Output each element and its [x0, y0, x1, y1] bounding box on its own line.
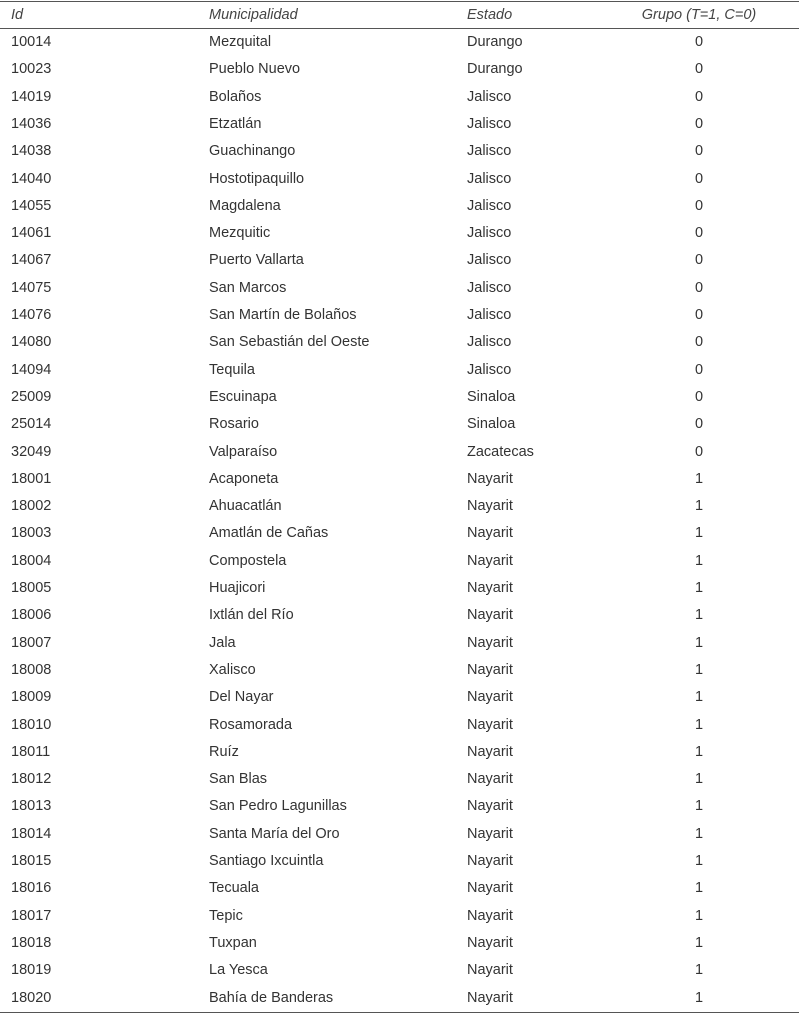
row-group: 0	[694, 61, 704, 78]
row-municipality: Magdalena	[209, 197, 281, 214]
row-municipality: Xalisco	[209, 661, 256, 678]
row-state: Zacatecas	[467, 443, 534, 460]
row-municipality: Mezquitic	[209, 225, 271, 242]
row-group: 1	[694, 907, 704, 924]
row-id: 18006	[11, 607, 52, 624]
table-header-row	[0, 2, 799, 28]
row-group: 1	[694, 825, 704, 842]
row-group: 0	[694, 416, 704, 433]
table-row	[0, 329, 799, 356]
row-municipality: Bahía de Banderas	[209, 989, 334, 1006]
row-state: Jalisco	[467, 252, 512, 269]
row-id: 18020	[11, 989, 52, 1006]
table-row	[0, 411, 799, 438]
row-state: Nayarit	[467, 607, 513, 624]
row-state: Jalisco	[467, 225, 512, 242]
row-id: 14067	[11, 252, 52, 269]
row-municipality: Bolaños	[209, 88, 262, 105]
table-row	[0, 739, 799, 766]
table-row	[0, 684, 799, 711]
row-municipality: Guachinango	[209, 143, 296, 160]
row-state: Jalisco	[467, 361, 512, 378]
row-municipality: Rosario	[209, 416, 259, 433]
row-group: 0	[694, 88, 704, 105]
table-row	[0, 520, 799, 547]
row-state: Jalisco	[467, 170, 512, 187]
row-group: 0	[694, 361, 704, 378]
row-municipality: San Sebastián del Oeste	[209, 334, 370, 351]
row-municipality: Acaponeta	[209, 470, 279, 487]
row-group: 0	[694, 225, 704, 242]
row-state: Nayarit	[467, 634, 513, 651]
table-row	[0, 193, 799, 220]
row-group: 1	[694, 716, 704, 733]
row-id: 18007	[11, 634, 52, 651]
row-group: 1	[694, 962, 704, 979]
row-municipality: Ixtlán del Río	[209, 607, 294, 624]
row-group: 1	[694, 661, 704, 678]
table-bottom-rule	[0, 1012, 799, 1013]
row-id: 14075	[11, 279, 52, 296]
table-row	[0, 275, 799, 302]
table-row	[0, 111, 799, 138]
row-state: Nayarit	[467, 825, 513, 842]
row-group: 0	[694, 443, 704, 460]
row-state: Nayarit	[467, 771, 513, 788]
row-id: 18016	[11, 880, 52, 897]
table-row	[0, 848, 799, 875]
row-municipality: Jala	[209, 634, 236, 651]
row-state: Nayarit	[467, 552, 513, 569]
table-row	[0, 766, 799, 793]
row-id: 18008	[11, 661, 52, 678]
row-municipality: San Martín de Bolaños	[209, 307, 357, 323]
row-group: 1	[694, 525, 704, 542]
header-state: Estado	[467, 7, 513, 23]
table-row	[0, 630, 799, 657]
row-state: Nayarit	[467, 907, 513, 924]
row-group: 1	[694, 989, 704, 1006]
row-group: 0	[694, 170, 704, 187]
row-state: Jalisco	[467, 88, 512, 105]
row-state: Jalisco	[467, 307, 512, 323]
row-municipality: Etzatlán	[209, 115, 262, 132]
row-id: 18002	[11, 498, 52, 515]
table-row	[0, 302, 799, 329]
row-state: Nayarit	[467, 498, 513, 515]
table-row	[0, 29, 799, 56]
row-municipality: Hostotipaquillo	[209, 170, 305, 187]
row-group: 1	[694, 580, 704, 596]
row-municipality: Valparaíso	[209, 443, 278, 460]
table-row	[0, 166, 799, 193]
row-id: 18001	[11, 470, 52, 487]
table-row	[0, 821, 799, 848]
row-municipality: Amatlán de Cañas	[209, 525, 329, 542]
row-state: Nayarit	[467, 853, 513, 869]
table-row	[0, 793, 799, 820]
row-id: 18005	[11, 580, 52, 596]
row-municipality: Pueblo Nuevo	[209, 61, 301, 78]
row-state: Nayarit	[467, 989, 513, 1006]
row-id: 14019	[11, 88, 52, 105]
row-group: 1	[694, 634, 704, 651]
row-id: 25009	[11, 388, 52, 405]
row-state: Nayarit	[467, 743, 513, 760]
table-row	[0, 548, 799, 575]
row-id: 25014	[11, 416, 52, 433]
row-municipality: Tuxpan	[209, 934, 257, 951]
header-municipality: Municipalidad	[209, 7, 298, 23]
row-group: 1	[694, 743, 704, 760]
row-id: 14055	[11, 197, 52, 214]
table-row	[0, 602, 799, 629]
row-state: Nayarit	[467, 934, 513, 951]
row-group: 1	[694, 470, 704, 487]
header-id: Id	[11, 7, 24, 23]
row-group: 0	[694, 34, 704, 50]
table-row	[0, 220, 799, 247]
row-id: 18019	[11, 962, 52, 979]
row-state: Jalisco	[467, 115, 512, 132]
row-municipality: Huajicori	[209, 580, 266, 596]
row-group: 1	[694, 552, 704, 569]
row-group: 1	[694, 798, 704, 815]
row-state: Nayarit	[467, 880, 513, 897]
row-id: 18018	[11, 934, 52, 951]
header-group: Grupo (T=1, C=0)	[641, 7, 757, 23]
row-municipality: Tecuala	[209, 880, 259, 897]
row-id: 18004	[11, 552, 52, 569]
row-municipality: Santa María del Oro	[209, 825, 340, 842]
table-row	[0, 493, 799, 520]
row-id: 10014	[11, 34, 52, 50]
table-row	[0, 657, 799, 684]
row-municipality: Rosamorada	[209, 716, 293, 733]
row-group: 1	[694, 853, 704, 869]
row-id: 14061	[11, 225, 52, 242]
row-group: 0	[694, 388, 704, 405]
row-municipality: Escuinapa	[209, 388, 277, 405]
row-id: 14040	[11, 170, 52, 187]
row-id: 18003	[11, 525, 52, 542]
row-municipality: Santiago Ixcuintla	[209, 853, 324, 869]
row-group: 1	[694, 880, 704, 897]
row-group: 0	[694, 307, 704, 323]
table-row	[0, 56, 799, 83]
row-id: 18009	[11, 689, 52, 706]
row-group: 1	[694, 689, 704, 706]
row-id: 18012	[11, 771, 52, 788]
row-municipality: Ruíz	[209, 743, 239, 760]
row-id: 14094	[11, 361, 52, 378]
row-municipality: Ahuacatlán	[209, 498, 282, 515]
row-id: 18017	[11, 907, 52, 924]
table-row	[0, 903, 799, 930]
table-row	[0, 575, 799, 602]
table-row	[0, 247, 799, 274]
row-state: Nayarit	[467, 470, 513, 487]
row-municipality: Compostela	[209, 552, 287, 569]
row-group: 0	[694, 334, 704, 351]
row-group: 1	[694, 498, 704, 515]
table-row	[0, 439, 799, 466]
row-id: 18010	[11, 716, 52, 733]
row-municipality: Tequila	[209, 361, 255, 378]
row-id: 14080	[11, 334, 52, 351]
row-municipality: San Marcos	[209, 279, 287, 296]
row-group: 1	[694, 771, 704, 788]
row-state: Jalisco	[467, 279, 512, 296]
table-row	[0, 930, 799, 957]
row-id: 14038	[11, 143, 52, 160]
row-group: 0	[694, 115, 704, 132]
table-row	[0, 384, 799, 411]
row-state: Nayarit	[467, 525, 513, 542]
row-municipality: Del Nayar	[209, 689, 274, 706]
row-state: Nayarit	[467, 798, 513, 815]
row-id: 18011	[11, 743, 51, 760]
row-id: 14036	[11, 115, 52, 132]
table-row	[0, 712, 799, 739]
row-municipality: Puerto Vallarta	[209, 252, 304, 269]
table-row	[0, 985, 799, 1012]
row-municipality: San Blas	[209, 771, 268, 788]
row-state: Sinaloa	[467, 416, 516, 433]
row-id: 14076	[11, 307, 52, 323]
row-state: Jalisco	[467, 197, 512, 214]
row-id: 32049	[11, 443, 52, 460]
row-state: Nayarit	[467, 661, 513, 678]
row-municipality: San Pedro Lagunillas	[209, 798, 347, 815]
row-state: Nayarit	[467, 580, 513, 596]
row-group: 0	[694, 252, 704, 269]
table-row	[0, 875, 799, 902]
table-row	[0, 84, 799, 111]
table-row	[0, 357, 799, 384]
row-group: 0	[694, 279, 704, 296]
row-state: Nayarit	[467, 962, 513, 979]
row-id: 18013	[11, 798, 52, 815]
row-id: 18015	[11, 853, 52, 869]
row-state: Nayarit	[467, 716, 513, 733]
row-state: Nayarit	[467, 689, 513, 706]
row-state: Durango	[467, 34, 523, 50]
row-state: Durango	[467, 61, 523, 78]
table-row	[0, 138, 799, 165]
row-municipality: Tepic	[209, 907, 243, 924]
row-group: 0	[694, 197, 704, 214]
row-group: 0	[694, 143, 704, 160]
row-municipality: La Yesca	[209, 962, 268, 979]
row-state: Sinaloa	[467, 388, 516, 405]
row-id: 18014	[11, 825, 52, 842]
table-row	[0, 466, 799, 493]
row-group: 1	[694, 934, 704, 951]
row-state: Jalisco	[467, 334, 512, 351]
row-group: 1	[694, 607, 704, 624]
table-row	[0, 957, 799, 984]
row-municipality: Mezquital	[209, 34, 272, 50]
row-state: Jalisco	[467, 143, 512, 160]
row-id: 10023	[11, 61, 52, 78]
